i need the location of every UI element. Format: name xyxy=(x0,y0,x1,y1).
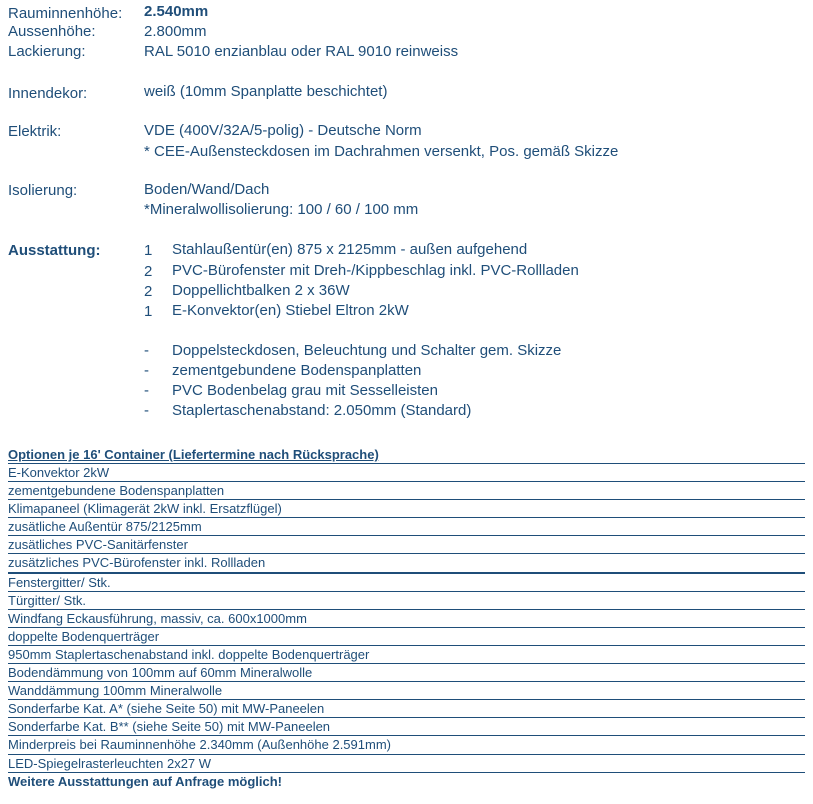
optionen-row: zementgebundene Bodenspanplatten xyxy=(8,482,805,500)
optionen-row: Klimapaneel (Klimagerät 2kW inkl. Ersatzflügel) xyxy=(8,500,805,518)
ausstattung-qty: 1 xyxy=(144,303,153,320)
isolierung-line2: *Mineralwollisolierung: 100 / 60 / 100 mm xyxy=(144,201,419,218)
optionen-footer: Weitere Ausstattungen auf Anfrage möglich! xyxy=(8,773,282,789)
ausstattung-item: Doppellichtbalken 2 x 36W xyxy=(172,282,350,299)
elektrik-line2: * CEE-Außensteckdosen im Dachrahmen versenkt, Pos. gemäß Skizze xyxy=(144,143,619,160)
bullet-mark: - xyxy=(144,342,149,359)
bullet-item: zementgebundene Bodenspanplatten xyxy=(172,362,422,379)
raumhoehe-label: Rauminnenhöhe: xyxy=(8,5,123,22)
optionen-row: zusätliche Außentür 875/2125mm xyxy=(8,518,805,536)
bullet-mark: - xyxy=(144,382,149,399)
optionen-row: Wanddämmung 100mm Mineralwolle xyxy=(8,682,805,700)
raumhoehe-value: 2.540mm xyxy=(144,3,209,20)
lackierung-label: Lackierung: xyxy=(8,43,86,60)
optionen-row: Fenstergitter/ Stk. xyxy=(8,574,805,592)
optionen-row: Windfang Eckausführung, massiv, ca. 600x1000mm xyxy=(8,610,805,628)
ausstattung-item: PVC-Bürofenster mit Dreh-/Kippbeschlag inkl. PVC-Rollladen xyxy=(172,262,579,279)
aussenhoehe-value: 2.800mm xyxy=(144,23,207,40)
lackierung-value: RAL 5010 enzianblau oder RAL 9010 reinweiss xyxy=(144,43,459,60)
bullet-item: Staplertaschenabstand: 2.050mm (Standard) xyxy=(172,402,472,419)
ausstattung-item: Stahlaußentür(en) 875 x 2125mm - außen aufgehend xyxy=(172,241,528,258)
ausstattung-label: Ausstattung: xyxy=(8,242,101,259)
optionen-row: 950mm Staplertaschenabstand inkl. doppelte Bodenquerträger xyxy=(8,646,805,664)
isolierung-line1: Boden/Wand/Dach xyxy=(144,181,270,198)
optionen-row: Sonderfarbe Kat. B** (siehe Seite 50) mit MW-Paneelen xyxy=(8,718,805,736)
optionen-row: zusätliches PVC-Sanitärfenster xyxy=(8,536,805,554)
bullet-item: PVC Bodenbelag grau mit Sesselleisten xyxy=(172,382,438,399)
aussenhoehe-label: Aussenhöhe: xyxy=(8,23,96,40)
ausstattung-qty: 1 xyxy=(144,242,153,259)
optionen-row: Sonderfarbe Kat. A* (siehe Seite 50) mit MW-Paneelen xyxy=(8,700,805,718)
ausstattung-item: E-Konvektor(en) Stiebel Eltron 2kW xyxy=(172,302,409,319)
optionen-row: doppelte Bodenquerträger xyxy=(8,628,805,646)
bullet-item: Doppelsteckdosen, Beleuchtung und Schalter gem. Skizze xyxy=(172,342,562,359)
optionen-row: Bodendämmung von 100mm auf 60mm Mineralwolle xyxy=(8,664,805,682)
bullet-mark: - xyxy=(144,362,149,379)
elektrik-line1: VDE (400V/32A/5-polig) - Deutsche Norm xyxy=(144,122,422,139)
innendekor-label: Innendekor: xyxy=(8,85,88,102)
optionen-row: E-Konvektor 2kW xyxy=(8,464,805,482)
innendekor-value: weiß (10mm Spanplatte beschichtet) xyxy=(144,83,388,100)
optionen-row: Türgitter/ Stk. xyxy=(8,592,805,610)
optionen-table xyxy=(8,447,805,791)
isolierung-label: Isolierung: xyxy=(8,182,78,199)
bullet-mark: - xyxy=(144,402,149,419)
optionen-row: zusätzliches PVC-Bürofenster inkl. Rollladen xyxy=(8,554,805,573)
ausstattung-qty: 2 xyxy=(144,283,153,300)
optionen-row: LED-Spiegelrasterleuchten 2x27 W xyxy=(8,755,805,773)
ausstattung-qty: 2 xyxy=(144,263,153,280)
elektrik-label: Elektrik: xyxy=(8,123,62,140)
optionen-title: Optionen je 16' Container (Liefertermine nach Rücksprache) xyxy=(8,447,805,464)
optionen-row: Minderpreis bei Rauminnenhöhe 2.340mm (Außenhöhe 2.591mm) xyxy=(8,736,805,754)
